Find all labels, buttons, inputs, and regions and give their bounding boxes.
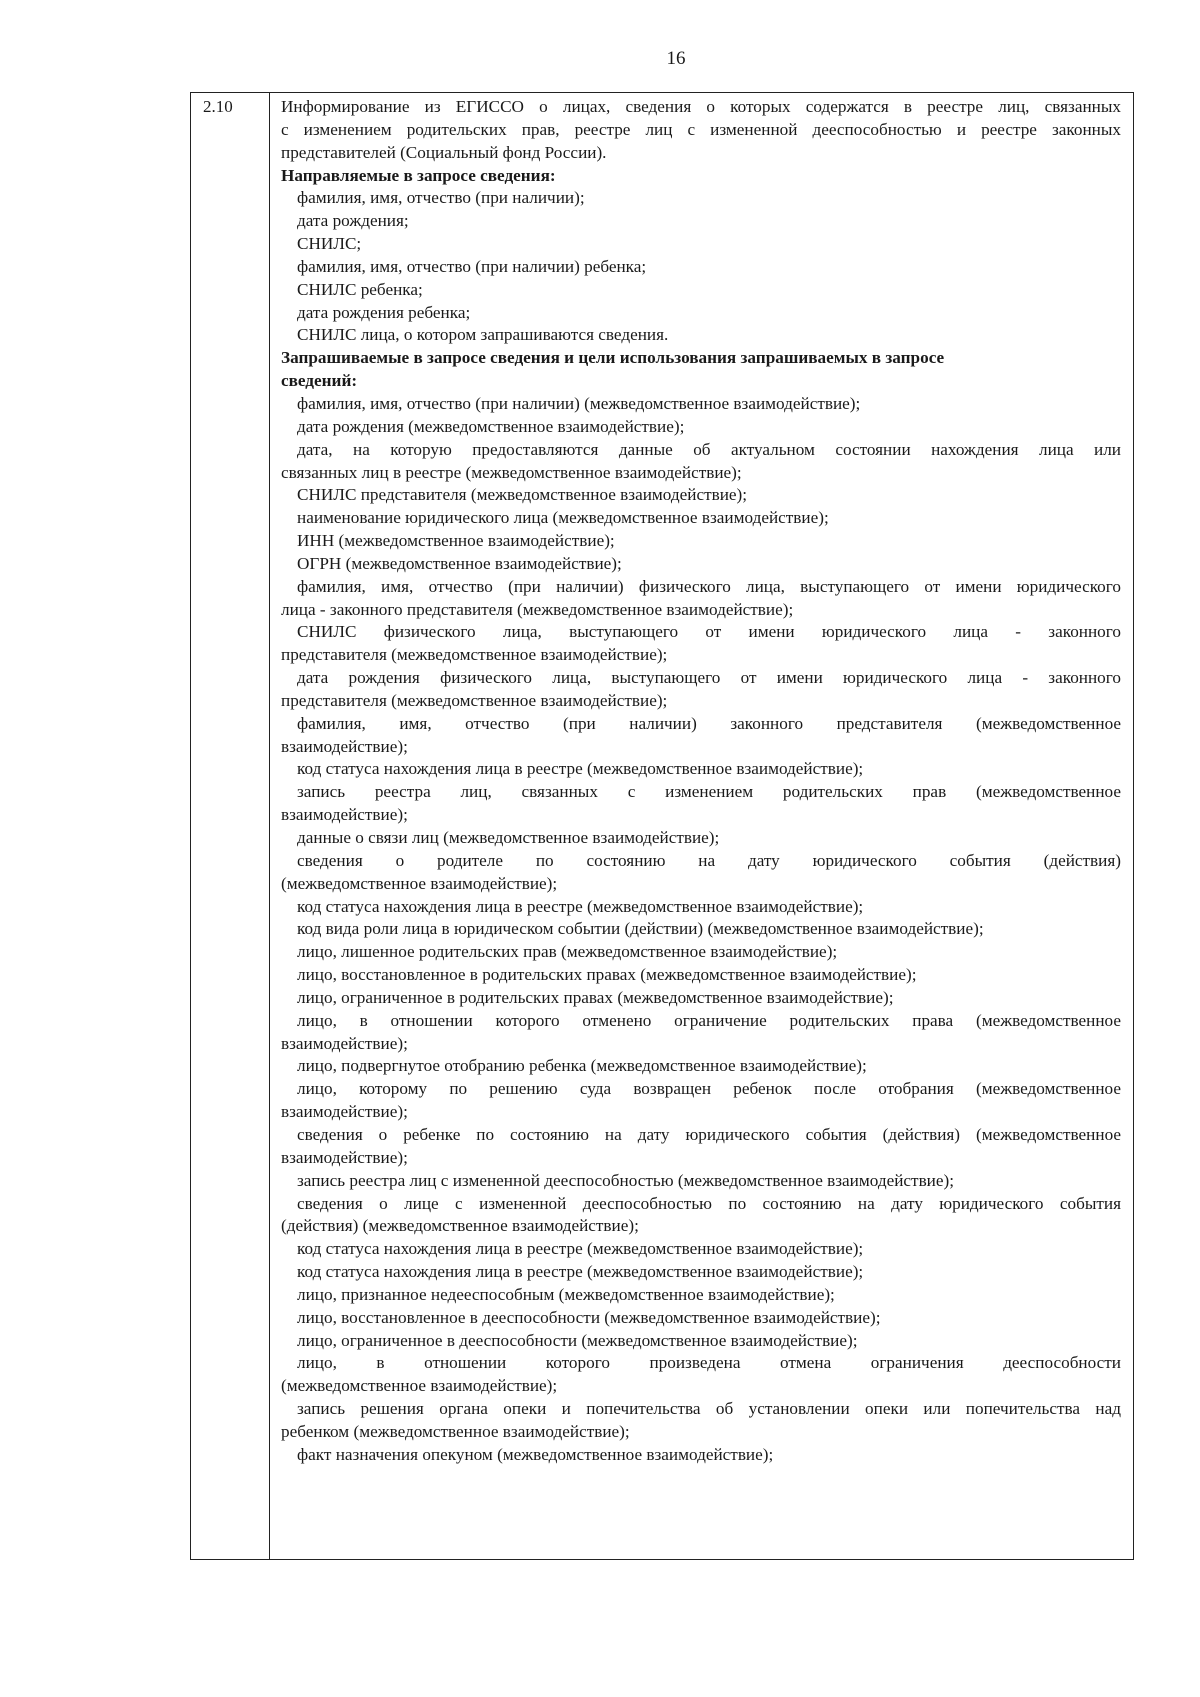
page-number: 16	[666, 48, 686, 69]
text-line: лицо, лишенное родительских прав (межведомственное взаимодействие);	[297, 942, 838, 962]
text-line: сведения о лице с измененной дееспособностью по состоянию на дату юридического события	[297, 1193, 1121, 1213]
text-line: (действия) (межведомственное взаимодействие);	[281, 1216, 639, 1236]
text-line: взаимодействие);	[281, 736, 408, 756]
text-line: связанных лиц в реестре (межведомственное взаимодействие);	[281, 462, 742, 482]
text-line: код статуса нахождения лица в реестре (межведомственное взаимодействие);	[297, 759, 864, 779]
text-line: представителя (межведомственное взаимодействие);	[281, 645, 668, 665]
text-line: лицо, признанное недееспособным (межведомственное взаимодействие);	[297, 1284, 835, 1304]
text-line: лицо, восстановленное в дееспособности (межведомственное взаимодействие);	[297, 1307, 881, 1327]
text-line: СНИЛС лица, о котором запрашиваются сведения.	[297, 325, 669, 345]
text-line: СНИЛС физического лица, выступающего от имени юридического лица - законного	[297, 622, 1121, 642]
text-line: сведения о родителе по состоянию на дату юридического события (действия)	[297, 850, 1121, 870]
text-line: дата рождения физического лица, выступающего от имени юридического лица - законного	[297, 668, 1121, 688]
text-line: дата рождения (межведомственное взаимодействие);	[297, 416, 685, 436]
text-line: код статуса нахождения лица в реестре (межведомственное взаимодействие);	[297, 1262, 864, 1282]
text-line: сведения о ребенке по состоянию на дату юридического события (действия) (межведомственное	[297, 1124, 1121, 1144]
text-line: взаимодействие);	[281, 1147, 408, 1167]
text-line: Направляемые в запросе сведения:	[281, 165, 556, 185]
text-line: Информирование из ЕГИССО о лицах, сведения о которых содержатся в реестре лиц, связанных	[281, 97, 1121, 116]
text-line: лицо, в отношении которого отменено ограничение родительских права (межведомственное	[297, 1010, 1121, 1030]
text-line: представителей (Социальный фонд России).	[281, 142, 607, 162]
text-line: ИНН (межведомственное взаимодействие);	[297, 531, 615, 551]
text-line: фамилия, имя, отчество (при наличии) законного представителя (межведомственное	[297, 713, 1121, 733]
text-line: (межведомственное взаимодействие);	[281, 873, 558, 893]
row-number: 2.10	[203, 97, 233, 116]
text-line: запись реестра лиц, связанных с изменением родительских прав (межведомственное	[297, 782, 1121, 802]
text-line: лицо, в отношении которого произведена отмена ограничения дееспособности	[297, 1353, 1121, 1373]
text-line: ОГРН (межведомственное взаимодействие);	[297, 553, 622, 573]
text-line: лицо, ограниченное в дееспособности (межведомственное взаимодействие);	[297, 1330, 858, 1350]
text-line: лицо, ограниченное в родительских правах (межведомственное взаимодействие);	[297, 987, 894, 1007]
text-line: с изменением родительских прав, реестре лиц с измененной дееспособностью и реестре законных	[281, 119, 1121, 139]
text-line: дата, на которую предоставляются данные об актуальном состоянии нахождения лица или	[297, 439, 1121, 459]
text-line: фамилия, имя, отчество (при наличии) физического лица, выступающего от имени юридического	[297, 576, 1121, 596]
text-line: СНИЛС представителя (межведомственное взаимодействие);	[297, 485, 748, 505]
text-line: взаимодействие);	[281, 805, 408, 825]
text-line: лицо, восстановленное в родительских правах (межведомственное взаимодействие);	[297, 965, 917, 985]
text-line: взаимодействие);	[281, 1033, 408, 1053]
document-table	[190, 92, 1134, 1560]
text-line: сведений:	[281, 371, 358, 391]
text-line: фамилия, имя, отчество (при наличии) (межведомственное взаимодействие);	[297, 393, 861, 413]
text-line: представителя (межведомственное взаимодействие);	[281, 690, 668, 710]
text-line: фамилия, имя, отчество (при наличии) ребенка;	[297, 256, 647, 276]
text-line: СНИЛС ребенка;	[297, 279, 423, 299]
text-line: данные о связи лиц (межведомственное взаимодействие);	[297, 828, 720, 847]
text-line: взаимодействие);	[281, 1102, 408, 1122]
text-line: фамилия, имя, отчество (при наличии);	[297, 188, 585, 208]
text-line: дата рождения ребенка;	[297, 302, 471, 322]
text-line: лицо, которому по решению суда возвращен ребенок после отобрания (межведомственное	[297, 1079, 1121, 1099]
text-line: запись реестра лиц с измененной дееспособностью (межведомственное взаимодействие);	[297, 1170, 955, 1190]
text-line: лицо, подвергнутое отобранию ребенка (межведомственное взаимодействие);	[297, 1056, 867, 1076]
text-line: лица - законного представителя (межведомственное взаимодействие);	[281, 599, 794, 619]
text-line: дата рождения;	[297, 211, 409, 231]
text-line: Запрашиваемые в запросе сведения и цели использования запрашиваемых в запросе	[281, 348, 945, 368]
text-line: код статуса нахождения лица в реестре (межведомственное взаимодействие);	[297, 896, 864, 916]
text-line: код статуса нахождения лица в реестре (межведомственное взаимодействие);	[297, 1239, 864, 1259]
text-line: запись решения органа опеки и попечительства об установлении опеки или попечительства над	[297, 1399, 1121, 1419]
column-divider	[269, 93, 270, 1559]
text-line: факт назначения опекуном (межведомственное взаимодействие);	[297, 1444, 774, 1464]
text-line: СНИЛС;	[297, 234, 362, 254]
text-line: (межведомственное взаимодействие);	[281, 1376, 558, 1396]
text-line: ребенком (межведомственное взаимодействие);	[281, 1421, 630, 1441]
row-content	[281, 96, 1121, 1467]
text-line: наименование юридического лица (межведомственное взаимодействие);	[297, 508, 829, 528]
text-line: код вида роли лица в юридическом событии (действии) (межведомственное взаимодействие);	[297, 919, 984, 939]
